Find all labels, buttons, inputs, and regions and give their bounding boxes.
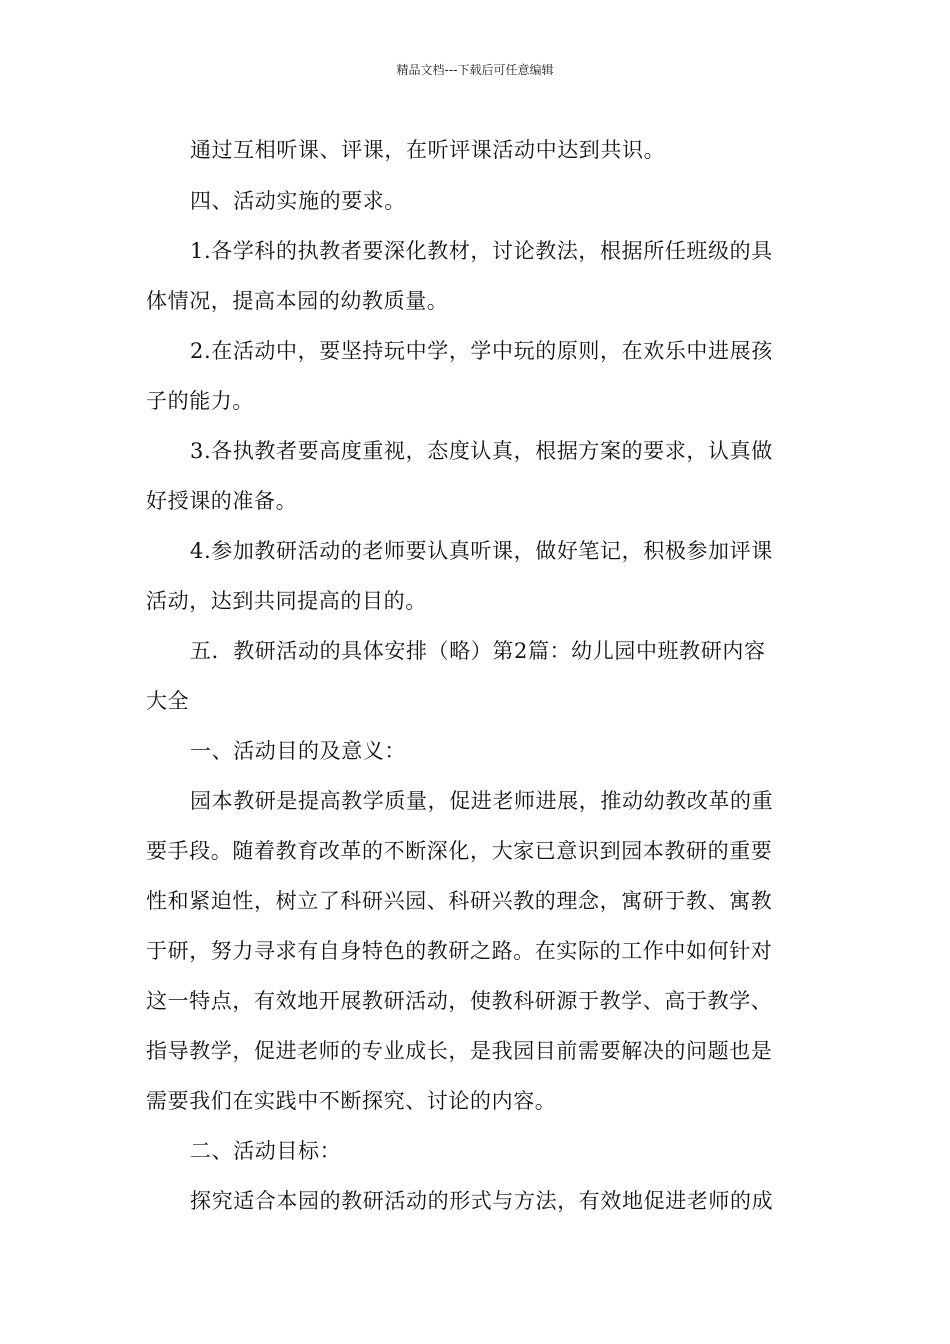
paragraph-line: 4.参加教研活动的老师要认真听课，做好笔记，积极参加评课 <box>190 539 773 563</box>
paragraph-line: 性和紧迫性，树立了科研兴园、科研兴教的理念，寓研于教、寓教 <box>146 889 773 913</box>
section-heading: 二、活动目标： <box>190 1139 342 1163</box>
paragraph-line: 需要我们在实践中不断探究、讨论的内容。 <box>146 1089 557 1113</box>
paragraph-line: 3.各执教者要高度重视，态度认真，根据方案的要求，认真做 <box>190 439 773 463</box>
paragraph-line: 园本教研是提高教学质量，促进老师进展，推动幼教改革的重 <box>190 789 774 813</box>
paragraph-line: 通过互相听课、评课，在听评课活动中达到共识。 <box>190 138 666 162</box>
paragraph-line: 1.各学科的执教者要深化教材，讨论教法，根据所任班级的具 <box>190 239 773 263</box>
paragraph-line: 指导教学，促进老师的专业成长，是我园目前需要解决的问题也是 <box>146 1039 773 1063</box>
section-heading: 一、活动目的及意义： <box>190 739 406 763</box>
section-heading: 五．教研活动的具体安排（略）第2篇：幼儿园中班教研内容 <box>190 639 766 663</box>
paragraph-line: 2.在活动中，要坚持玩中学，学中玩的原则，在欢乐中进展孩 <box>190 339 773 363</box>
paragraph-line: 于研，努力寻求有自身特色的教研之路。在实际的工作中如何针对 <box>146 939 773 963</box>
paragraph-line: 活动，达到共同提高的目的。 <box>146 589 427 613</box>
paragraph-line: 体情况，提高本园的幼教质量。 <box>146 289 449 313</box>
paragraph-line: 好授课的准备。 <box>146 489 298 513</box>
section-heading: 四、活动实施的要求。 <box>190 189 406 213</box>
section-heading-continuation: 大全 <box>146 689 190 713</box>
page-header: 精品文档---下载后可任意编辑 <box>396 63 554 77</box>
paragraph-line: 要手段。随着教育改革的不断深化，大家已意识到园本教研的重要 <box>146 839 773 863</box>
paragraph-line: 这一特点，有效地开展教研活动，使教科研源于教学、高于教学、 <box>146 989 773 1013</box>
paragraph-line: 子的能力。 <box>146 389 254 413</box>
paragraph-line: 探究适合本园的教研活动的形式与方法，有效地促进老师的成 <box>190 1189 774 1213</box>
